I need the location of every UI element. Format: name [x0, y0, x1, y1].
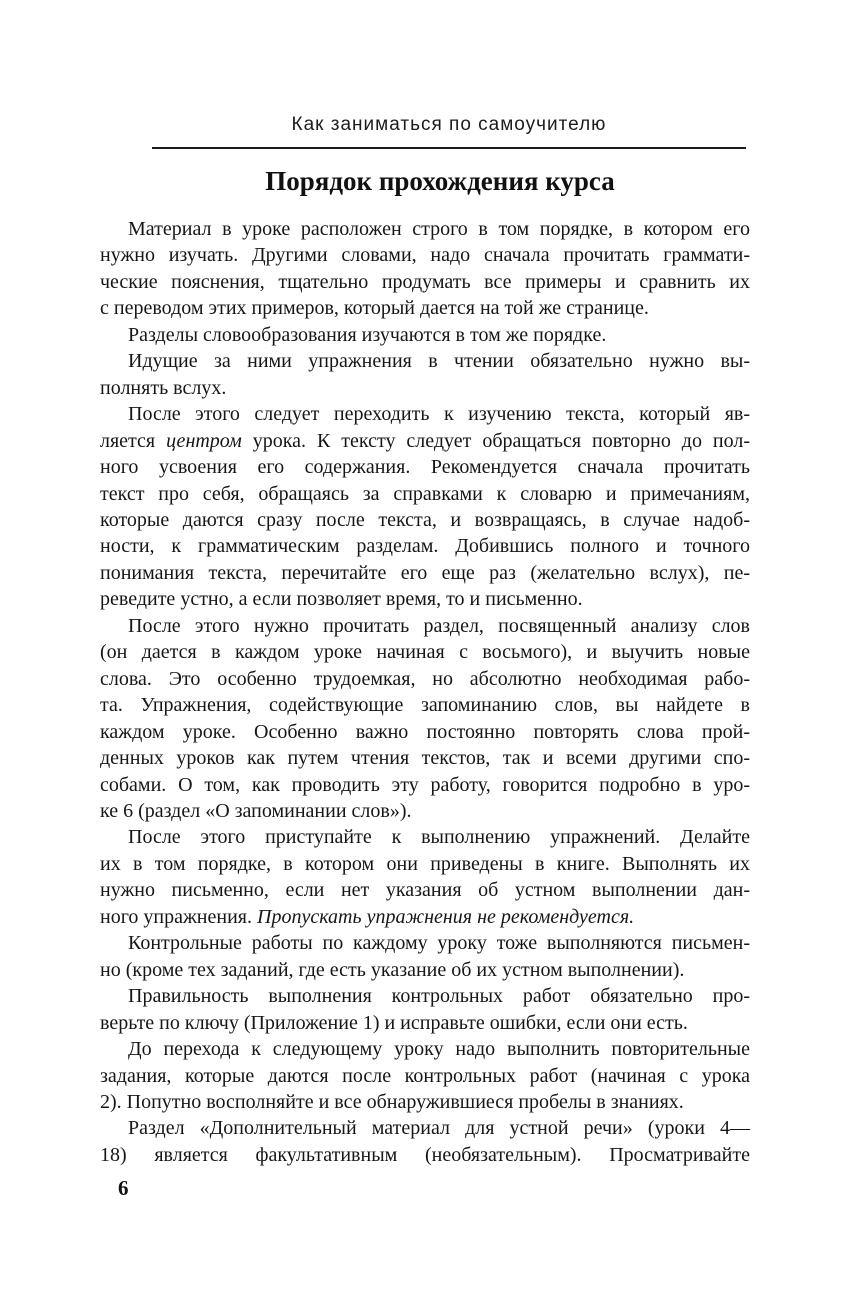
text-line: После этого приступайте к выполнению упражнений. Делайте: [128, 826, 750, 849]
text-line: [100, 428, 750, 454]
text-line: которые даются сразу после текста, и возвращаясь, в случае надоб-: [100, 508, 750, 531]
paragraph: [100, 983, 750, 1036]
paragraph: [100, 401, 750, 613]
text-line: верьте по ключу (Приложение 1) и исправьте ошибки, если они есть.: [100, 1011, 688, 1034]
header-rule: [152, 147, 746, 149]
text-line: 18) является факультативным (необязательным). Просматривайте: [100, 1143, 750, 1166]
text-line: понимания текста, перечитайте его еще раз (желательно вслух), пе-: [100, 561, 750, 584]
text-line: денных уроков как путем чтения текстов, так и всеми другими спо-: [100, 747, 750, 770]
text-line: задания, которые даются после контрольных работ (начиная с урока: [100, 1064, 750, 1087]
text-line: текст про себя, обращаясь за справками к словарю и примечаниям,: [100, 482, 750, 505]
italic-text: Пропускать упражнения не рекомендуется.: [257, 905, 635, 928]
text-line: слова. Это особенно трудоемкая, но абсолютно необходимая рабо-: [100, 667, 750, 690]
paragraph: [100, 930, 750, 983]
text-line: Идущие за ними упражнения в чтении обязательно нужно вы-: [128, 350, 750, 373]
text-segment: ного упражнения.: [100, 905, 257, 928]
paragraph: [100, 322, 750, 348]
text-line: ного усвоения его содержания. Рекомендуется сначала прочитать: [100, 456, 750, 479]
text-line: После этого следует переходить к изучению текста, который яв-: [128, 403, 750, 426]
text-line: Разделы словообразования изучаются в том же порядке.: [128, 323, 607, 346]
text-line: реведите устно, а если позволяет время, то и письменно.: [100, 588, 583, 611]
paragraph: [100, 1036, 750, 1115]
paragraph: [100, 216, 750, 322]
text-line: та. Упражнения, содействующие запоминанию слов, вы найдете в: [100, 694, 750, 717]
text-line: ке 6 (раздел «О запоминании слов»).: [100, 799, 412, 822]
text-line: нужно письменно, если нет указания об устном выполнении дан-: [100, 879, 750, 902]
text-line: с переводом этих примеров, который дается на той же странице.: [100, 297, 649, 320]
text-line: каждом уроке. Особенно важно постоянно повторять слова прой-: [100, 720, 750, 743]
text-line: [100, 904, 750, 930]
text-line: но (кроме тех заданий, где есть указание об их устном выполнении).: [100, 958, 685, 981]
text-line: 2). Попутно восполняйте и все обнаружившиеся пробелы в знаниях.: [100, 1090, 684, 1113]
text-line: После этого нужно прочитать раздел, посвященный анализу слов: [128, 614, 750, 637]
page-number: 6: [118, 1176, 129, 1200]
text-line: (он дается в каждом уроке начиная с восьмого), и выучить новые: [100, 641, 750, 664]
paragraph: [100, 1115, 750, 1168]
text-line: Материал в уроке расположен строго в том порядке, в котором его: [128, 218, 750, 240]
text-line: Правильность выполнения контрольных работ обязательно про-: [128, 985, 750, 1008]
text-line: полнять вслух.: [100, 376, 227, 399]
text-segment: урока. К тексту следует обращаться повторно до пол-: [241, 429, 750, 452]
paragraph: [100, 613, 750, 825]
italic-text: центром: [166, 429, 242, 452]
running-header: Как заниматься по самоучителю: [291, 114, 607, 135]
page-title: Порядок прохождения курса: [265, 166, 615, 196]
text-line: собами. О том, как проводить эту работу, говорится подробно в уро-: [100, 773, 750, 796]
text-line: До перехода к следующему уроку надо выполнить повторительные: [128, 1038, 750, 1061]
paragraph: [100, 348, 750, 401]
text-line: нужно изучать. Другими словами, надо сначала прочитать граммати-: [100, 244, 750, 267]
text-line: Контрольные работы по каждому уроку тоже выполняются письмен-: [128, 932, 750, 955]
paragraph: [100, 824, 750, 930]
text-segment: ляется: [100, 429, 167, 452]
text-line: их в том порядке, в котором они приведены в книге. Выполнять их: [100, 852, 750, 875]
body-text: [100, 216, 750, 1168]
text-line: ности, к грамматическим разделам. Добившись полного и точного: [100, 535, 750, 558]
text-line: ческие пояснения, тщательно продумать все примеры и сравнить их: [100, 270, 750, 293]
text-line: Раздел «Дополнительный материал для устной речи» (уроки 4—: [128, 1117, 750, 1140]
